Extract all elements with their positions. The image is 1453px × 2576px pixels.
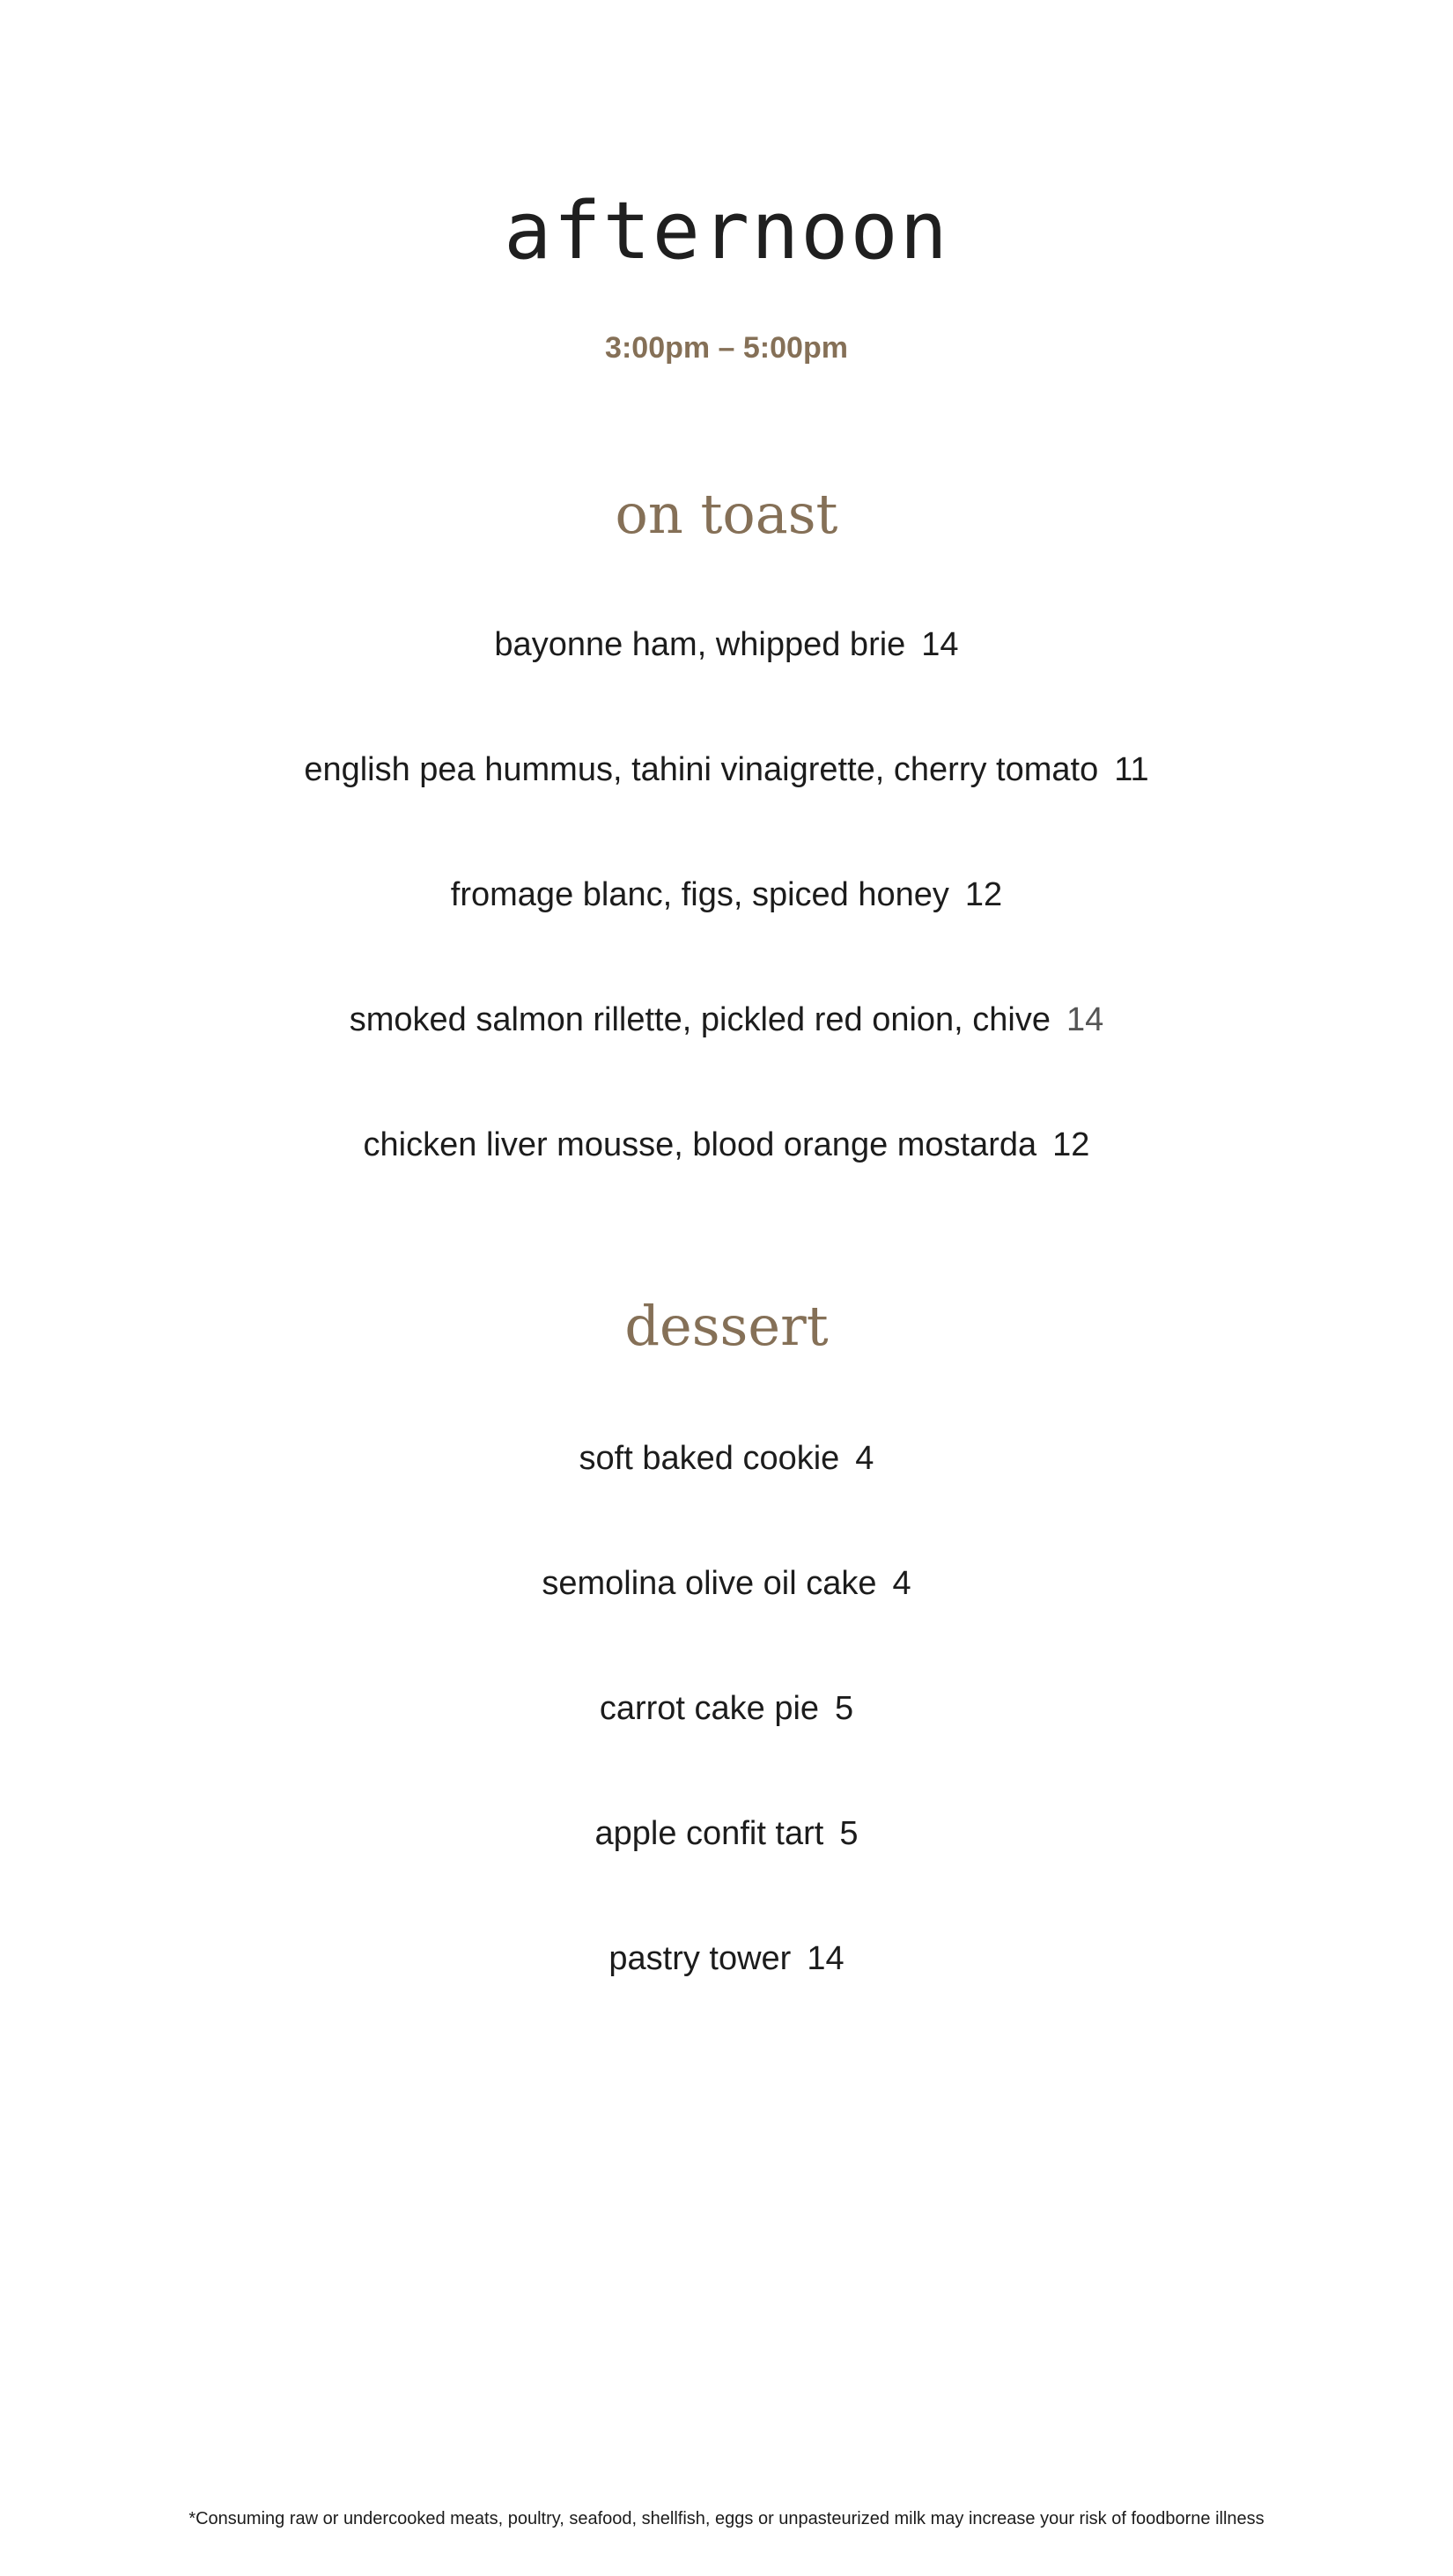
menu-item-price: 14 xyxy=(921,626,959,663)
section-title-on-toast: on toast xyxy=(615,482,838,546)
menu-item-price: 5 xyxy=(835,1690,854,1727)
menu-item-price: 14 xyxy=(1066,1001,1104,1038)
menu-item-name: fromage blanc, figs, spiced honey xyxy=(450,876,949,913)
menu-item-price: 14 xyxy=(807,1940,845,1977)
section-title-dessert: dessert xyxy=(624,1294,829,1358)
menu-item-price: 12 xyxy=(964,876,1003,913)
menu-item xyxy=(0,1442,1453,1475)
menu-item xyxy=(0,1567,1453,1600)
menu-item xyxy=(0,1942,1453,1975)
menu-item-name: chicken liver mousse, blood orange mostarda xyxy=(363,1126,1037,1163)
menu-item-name: pastry tower xyxy=(608,1940,792,1977)
menu-item-name: apple confit tart xyxy=(594,1815,824,1852)
menu-item-name: english pea hummus, tahini vinaigrette, cherry tomato xyxy=(304,751,1099,788)
menu-item-price: 11 xyxy=(1114,751,1149,788)
menu-item xyxy=(0,1692,1453,1725)
menu-item-name: smoked salmon rillette, pickled red onion, chive xyxy=(349,1001,1051,1038)
menu-item-price: 5 xyxy=(839,1815,859,1852)
page-title: afternoon xyxy=(504,185,949,277)
service-hours: 3:00pm – 5:00pm xyxy=(605,331,848,365)
food-safety-disclaimer: *Consuming raw or undercooked meats, poultry, seafood, shellfish, eggs or unpasteurized milk may increase your risk of foodborne illness xyxy=(188,2509,1265,2528)
menu-item-price: 12 xyxy=(1052,1126,1090,1163)
menu-item-name: semolina olive oil cake xyxy=(542,1565,877,1602)
menu-item xyxy=(0,878,1453,912)
menu-item xyxy=(0,628,1453,661)
menu-item-price: 4 xyxy=(892,1565,911,1602)
menu-item-name: bayonne ham, whipped brie xyxy=(494,626,906,663)
menu-item-name: soft baked cookie xyxy=(579,1440,840,1477)
menu-item-price: 4 xyxy=(855,1440,874,1477)
menu-item xyxy=(0,753,1453,786)
menu-item xyxy=(0,1128,1453,1162)
menu-item-name: carrot cake pie xyxy=(599,1690,820,1727)
menu-item xyxy=(0,1003,1453,1037)
menu-item xyxy=(0,1817,1453,1850)
